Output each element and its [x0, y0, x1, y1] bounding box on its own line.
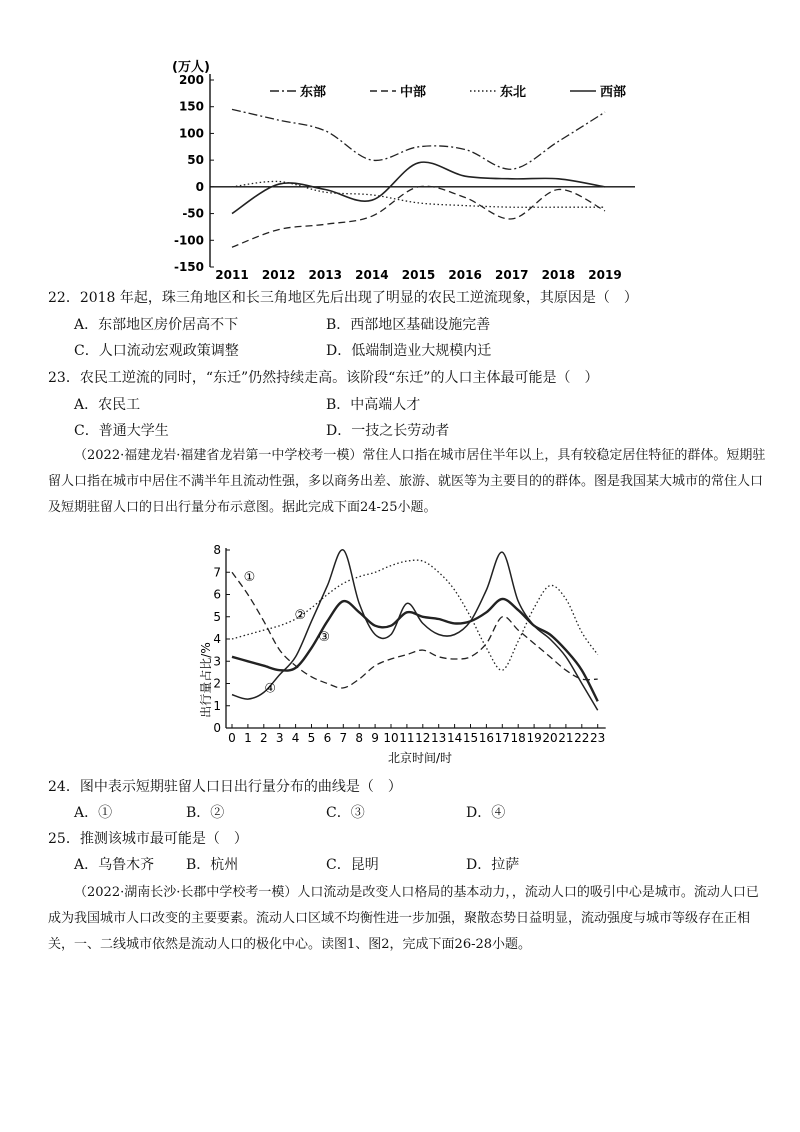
chart2-x-tick-label: 0: [228, 731, 236, 745]
q25-option-d[interactable]: D．拉萨: [466, 857, 520, 873]
chart1-x-tick-label: 2011: [215, 268, 249, 282]
chart1-series-line: [232, 109, 605, 169]
chart2-y-tick-label: 3: [213, 654, 221, 669]
chart2-curve-label: ③: [318, 630, 331, 646]
question-24-stem: 24．图中表示短期驻留人口日出行量分布的曲线是（ ）: [48, 779, 402, 795]
chart1-x-tick-label: 2017: [495, 268, 529, 282]
chart1-ylabel: (万人): [172, 60, 210, 75]
chart1-y-tick-label: -150: [173, 260, 204, 274]
q24-option-c[interactable]: C．③: [326, 805, 365, 821]
chart2-curve-labels: [244, 570, 330, 696]
chart1-x-tick-label: 2013: [308, 268, 342, 282]
q22-option-a[interactable]: A．东部地区房价居高不下: [74, 317, 239, 333]
passage-26-28: （2022·湖南长沙·长郡中学校考一模）人口流动是改变人口格局的基本动力，，流动人口的吸引中心是城市。流动人口已成为我国城市人口改变的主要要素。流动人口区域不均衡性进一步加强，聚散态势日益明显，流动强度与城市等级存在正相关，一、二线城市依然是流动人口的极化中心。读图1、图2，完成下面26-28小题。: [48, 885, 759, 952]
chart1-x-tick-label: 2015: [401, 268, 436, 282]
chart1-x-tick-label: 2016: [448, 268, 482, 282]
chart1-legend-label: 中部: [400, 85, 427, 100]
passage-24-25: （2022·福建龙岩·福建省龙岩第一中学校考一模）常住人口指在城市居住半年以上，具有较稳定居住特征的群体。短期驻留人口指在城市中居住不满半年且流动性强，多以商务出差、旅游、就医等为主要目的的群体。图是我国某大城市的常住人口及短期驻留人口的日出行量分布示意图。据此完成下面24-25小题。: [48, 448, 766, 515]
q23-option-c[interactable]: C．普通大学生: [74, 423, 169, 439]
migration-line-chart: [160, 55, 650, 283]
chart2-x-tick-label: 21: [558, 731, 574, 745]
chart2-x-tick-label: 9: [371, 731, 379, 745]
q25-option-a[interactable]: A．乌鲁木齐: [74, 857, 155, 873]
chart2-y-tick-label: 6: [213, 587, 221, 602]
chart2-axes: [213, 543, 605, 745]
chart2-x-tick-label: 10: [383, 731, 399, 745]
chart2-y-tick-label: 0: [213, 721, 221, 735]
chart1-y-tick-label: 150: [178, 99, 204, 114]
chart2-series-line: [232, 560, 598, 670]
chart2-x-tick-label: 4: [291, 731, 300, 745]
chart2-x-tick-label: 1: [244, 731, 252, 745]
q24-option-d[interactable]: D．④: [466, 805, 506, 821]
chart1-legend-label: 东北: [500, 85, 527, 100]
chart2-y-tick-label: 1: [213, 698, 221, 713]
chart2-x-tick-label: 11: [399, 731, 415, 745]
chart1-x-tick-label: 2012: [261, 268, 296, 282]
q22-option-c[interactable]: C．人口流动宏观政策调整: [74, 343, 239, 359]
chart2-x-tick-label: 19: [526, 731, 542, 745]
chart2-y-tick-label: 5: [213, 609, 221, 624]
chart2-x-tick-label: 7: [339, 731, 348, 745]
chart1-y-tick-label: -50: [182, 206, 204, 221]
chart1-y-tick-label: 50: [187, 153, 204, 168]
chart2-y-tick-label: 8: [213, 543, 221, 557]
chart2-x-tick-label: 6: [323, 731, 332, 745]
chart2-curve-label: ①: [243, 570, 256, 586]
chart2-x-tick-label: 17: [494, 731, 510, 745]
q22-option-d[interactable]: D．低端制造业大规模内迁: [326, 343, 492, 359]
chart1-series: [232, 109, 605, 247]
chart2-x-tick-label: 12: [415, 731, 431, 745]
chart1-y-tick-label: 100: [178, 126, 204, 141]
chart1-y-tick-label: 0: [195, 179, 204, 194]
question-22-stem: 22．2018 年起，珠三角地区和长三角地区先后出现了明显的农民工逆流现象，其原因是（ ）: [48, 290, 638, 306]
chart1-y-tick-label: 200: [178, 73, 204, 87]
q22-option-b[interactable]: B．西部地区基础设施完善: [326, 317, 491, 333]
trip-distribution-chart: [190, 540, 610, 775]
chart2-curve-label: ④: [264, 681, 276, 697]
chart1-series-line: [232, 186, 605, 247]
chart2-x-tick-label: 13: [431, 731, 447, 745]
chart2-x-tick-label: 18: [510, 731, 526, 745]
chart2-ylabel: 出行量占比/%: [199, 642, 213, 718]
chart1-series-line: [232, 181, 605, 207]
chart1-x-tick-label: 2014: [355, 268, 389, 282]
chart1-x-tick-label: 2019: [588, 268, 622, 282]
chart2-x-tick-label: 14: [446, 731, 463, 745]
q24-option-a[interactable]: A．①: [74, 805, 113, 821]
chart2-x-tick-label: 15: [462, 731, 479, 745]
chart2-x-tick-label: 16: [478, 731, 495, 745]
q23-option-d[interactable]: D．一技之长劳动者: [326, 423, 450, 439]
q23-option-b[interactable]: B．中高端人才: [326, 397, 421, 413]
chart2-series: [232, 550, 598, 710]
chart2-y-tick-label: 2: [213, 676, 221, 691]
chart2-x-tick-label: 3: [275, 731, 284, 745]
question-25-stem: 25．推测该城市最可能是（ ）: [48, 831, 248, 847]
chart2-xlabel: 北京时间/时: [387, 751, 453, 765]
chart1-legend-label: 西部: [600, 85, 627, 100]
chart2-curve-label: ②: [294, 607, 307, 623]
question-23-stem: 23．农民工逆流的同时，“东迁”仍然持续走高。该阶段“东迁”的人口主体最可能是（ ）: [48, 370, 599, 386]
q23-option-a[interactable]: A．农民工: [74, 397, 141, 413]
chart2-x-tick-label: 2: [259, 731, 268, 745]
chart2-x-tick-label: 22: [574, 731, 590, 745]
chart1-y-tick-label: -100: [173, 233, 204, 248]
chart1-x-tick-label: 2018: [541, 268, 576, 282]
chart2-x-tick-label: 20: [542, 731, 558, 745]
q24-option-b[interactable]: B．②: [186, 805, 225, 821]
chart1-axes: [174, 73, 635, 282]
chart1-series-line: [232, 162, 605, 213]
chart2-y-tick-label: 7: [213, 565, 221, 580]
chart2-x-tick-label: 8: [355, 731, 364, 745]
chart1-legend: [270, 84, 626, 100]
chart2-x-tick-label: 23: [590, 731, 606, 745]
chart2-y-tick-label: 4: [213, 632, 221, 646]
q25-option-c[interactable]: C．昆明: [326, 857, 379, 873]
chart2-x-tick-label: 5: [307, 731, 316, 745]
q25-option-b[interactable]: B．杭州: [186, 857, 239, 873]
chart1-legend-label: 东部: [300, 85, 327, 100]
